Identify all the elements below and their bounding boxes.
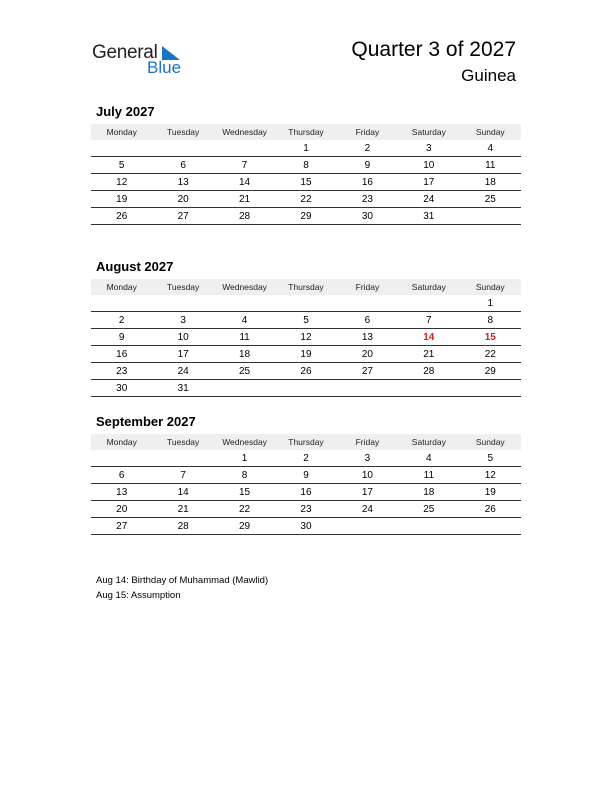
month-august: [91, 258, 521, 397]
day-cell: [152, 295, 213, 312]
day-cell: [460, 518, 521, 535]
week-row: [91, 501, 521, 518]
day-cell: 5: [460, 450, 521, 467]
week-row: [91, 346, 521, 363]
week-row: [91, 208, 521, 225]
week-row: [91, 518, 521, 535]
day-cell: 9: [337, 157, 398, 174]
weekday-header: Saturday: [398, 279, 459, 295]
day-cell: 11: [398, 467, 459, 484]
weekday-header: Saturday: [398, 434, 459, 450]
day-cell: 31: [152, 380, 213, 397]
day-cell: 16: [337, 174, 398, 191]
day-cell: 6: [91, 467, 152, 484]
day-cell: 7: [152, 467, 213, 484]
week-row: [91, 329, 521, 346]
day-cell: 6: [337, 312, 398, 329]
day-cell: 14: [152, 484, 213, 501]
day-cell: 8: [460, 312, 521, 329]
day-cell: [91, 450, 152, 467]
logo-text-blue: Blue: [147, 58, 182, 77]
holiday-note: Aug 15: Assumption: [96, 590, 181, 601]
day-cell: 22: [275, 191, 336, 208]
day-cell: 12: [460, 467, 521, 484]
page-title: Quarter 3 of 2027: [351, 38, 516, 61]
week-row: [91, 157, 521, 174]
day-cell: 18: [460, 174, 521, 191]
day-cell: 20: [152, 191, 213, 208]
day-cell: 21: [398, 346, 459, 363]
week-row: [91, 363, 521, 380]
day-cell: [214, 295, 275, 312]
day-cell: 4: [460, 140, 521, 157]
day-cell: [91, 295, 152, 312]
month-title: September 2027: [96, 414, 196, 429]
week-row: [91, 380, 521, 397]
day-cell: 1: [214, 450, 275, 467]
day-cell: 29: [214, 518, 275, 535]
day-cell: 28: [152, 518, 213, 535]
week-row: [91, 191, 521, 208]
day-cell: 13: [152, 174, 213, 191]
day-cell: 21: [152, 501, 213, 518]
week-row: [91, 295, 521, 312]
day-cell: 3: [398, 140, 459, 157]
weekday-header: Sunday: [460, 124, 521, 140]
day-cell: 2: [91, 312, 152, 329]
day-cell: [214, 140, 275, 157]
day-cell: 25: [214, 363, 275, 380]
day-cell: [398, 518, 459, 535]
weekday-header: Tuesday: [152, 279, 213, 295]
weekday-header: Tuesday: [152, 124, 213, 140]
day-cell: 22: [460, 346, 521, 363]
week-row: [91, 450, 521, 467]
day-cell: 20: [91, 501, 152, 518]
week-row: [91, 484, 521, 501]
day-cell: [460, 208, 521, 225]
day-cell: 30: [275, 518, 336, 535]
day-cell: 17: [152, 346, 213, 363]
day-cell: [398, 380, 459, 397]
day-cell: 22: [214, 501, 275, 518]
weekday-header: Thursday: [275, 124, 336, 140]
day-cell: 8: [275, 157, 336, 174]
day-cell: 20: [337, 346, 398, 363]
day-cell: 27: [337, 363, 398, 380]
day-cell: 8: [214, 467, 275, 484]
day-cell: 28: [214, 208, 275, 225]
day-cell: 14: [398, 329, 459, 346]
weekday-header: Sunday: [460, 279, 521, 295]
calendar-table: [91, 279, 521, 397]
week-row: [91, 467, 521, 484]
day-cell: 27: [91, 518, 152, 535]
day-cell: 26: [275, 363, 336, 380]
day-cell: 19: [460, 484, 521, 501]
day-cell: 30: [337, 208, 398, 225]
weekday-header: Thursday: [275, 434, 336, 450]
weekday-header: Wednesday: [214, 279, 275, 295]
day-cell: [152, 450, 213, 467]
day-cell: [398, 295, 459, 312]
day-cell: 17: [337, 484, 398, 501]
weekday-header: Monday: [91, 279, 152, 295]
day-cell: 29: [275, 208, 336, 225]
weekday-header: Tuesday: [152, 434, 213, 450]
day-cell: 5: [275, 312, 336, 329]
day-cell: 6: [152, 157, 213, 174]
day-cell: 15: [214, 484, 275, 501]
weekday-header: Friday: [337, 434, 398, 450]
day-cell: [337, 380, 398, 397]
weekday-header: Saturday: [398, 124, 459, 140]
day-cell: 9: [275, 467, 336, 484]
week-row: [91, 312, 521, 329]
day-cell: 16: [91, 346, 152, 363]
day-cell: 11: [214, 329, 275, 346]
day-cell: 19: [91, 191, 152, 208]
day-cell: [91, 140, 152, 157]
day-cell: 23: [91, 363, 152, 380]
day-cell: 12: [275, 329, 336, 346]
day-cell: 24: [398, 191, 459, 208]
month-title: July 2027: [96, 104, 155, 119]
day-cell: 19: [275, 346, 336, 363]
day-cell: [275, 295, 336, 312]
logo-text-general: General: [92, 42, 158, 63]
day-cell: 7: [398, 312, 459, 329]
weekday-header: Wednesday: [214, 434, 275, 450]
day-cell: 31: [398, 208, 459, 225]
holiday-notes: [96, 573, 268, 603]
day-cell: 13: [91, 484, 152, 501]
month-july: [91, 103, 521, 225]
day-cell: 23: [275, 501, 336, 518]
day-cell: 18: [398, 484, 459, 501]
day-cell: 4: [214, 312, 275, 329]
day-cell: 17: [398, 174, 459, 191]
day-cell: [337, 295, 398, 312]
day-cell: 21: [214, 191, 275, 208]
day-cell: [460, 380, 521, 397]
day-cell: 4: [398, 450, 459, 467]
weekday-header: Sunday: [460, 434, 521, 450]
calendar-table: [91, 124, 521, 225]
weekday-header: Thursday: [275, 279, 336, 295]
month-title: August 2027: [96, 259, 174, 274]
day-cell: [152, 140, 213, 157]
day-cell: 10: [337, 467, 398, 484]
day-cell: 29: [460, 363, 521, 380]
day-cell: 16: [275, 484, 336, 501]
day-cell: 25: [460, 191, 521, 208]
day-cell: 9: [91, 329, 152, 346]
day-cell: 18: [214, 346, 275, 363]
day-cell: 26: [91, 208, 152, 225]
day-cell: 28: [398, 363, 459, 380]
day-cell: 23: [337, 191, 398, 208]
day-cell: 30: [91, 380, 152, 397]
day-cell: 25: [398, 501, 459, 518]
day-cell: 1: [275, 140, 336, 157]
day-cell: 10: [152, 329, 213, 346]
day-cell: 26: [460, 501, 521, 518]
country-name: Guinea: [461, 66, 516, 85]
day-cell: 2: [337, 140, 398, 157]
month-september: [91, 413, 521, 535]
day-cell: [214, 380, 275, 397]
weekday-header: Monday: [91, 124, 152, 140]
day-cell: 27: [152, 208, 213, 225]
day-cell: 13: [337, 329, 398, 346]
calendar-table: [91, 434, 521, 535]
day-cell: [337, 518, 398, 535]
day-cell: 10: [398, 157, 459, 174]
day-cell: 24: [152, 363, 213, 380]
holiday-note: Aug 14: Birthday of Muhammad (Mawlid): [96, 575, 269, 586]
day-cell: 3: [337, 450, 398, 467]
day-cell: 3: [152, 312, 213, 329]
weekday-header: Friday: [337, 279, 398, 295]
day-cell: 14: [214, 174, 275, 191]
weekday-header: Friday: [337, 124, 398, 140]
day-cell: 12: [91, 174, 152, 191]
weekday-header: Wednesday: [214, 124, 275, 140]
weekday-header-row: [91, 434, 521, 450]
logo: [92, 40, 192, 80]
week-row: [91, 174, 521, 191]
day-cell: 15: [460, 329, 521, 346]
day-cell: 2: [275, 450, 336, 467]
day-cell: 5: [91, 157, 152, 174]
day-cell: 24: [337, 501, 398, 518]
day-cell: [275, 380, 336, 397]
week-row: [91, 140, 521, 157]
weekday-header-row: [91, 124, 521, 140]
day-cell: 15: [275, 174, 336, 191]
weekday-header-row: [91, 279, 521, 295]
weekday-header: Monday: [91, 434, 152, 450]
day-cell: 7: [214, 157, 275, 174]
day-cell: 11: [460, 157, 521, 174]
day-cell: 1: [460, 295, 521, 312]
